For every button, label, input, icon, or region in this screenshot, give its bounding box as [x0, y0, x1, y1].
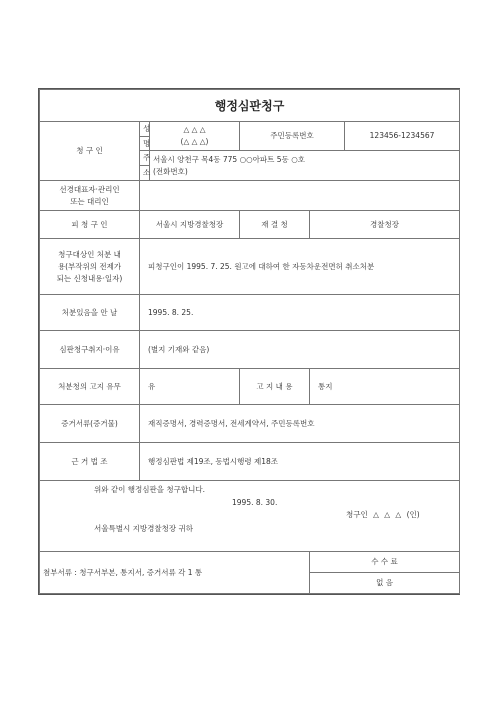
claimant-name	[150, 122, 240, 151]
attachments: 첨부서류 : 청구서부본, 통지서, 증거서류 각 1 통	[40, 552, 310, 594]
address-line1: 서울시 양천구 목4동 775 ○○아파트 5동 ○호	[153, 154, 305, 164]
name-label-1: 성	[140, 122, 150, 137]
purpose-value: (별지 기재와 같음)	[140, 331, 460, 369]
representative-value	[140, 181, 460, 211]
addr-label-1: 주	[140, 151, 150, 166]
request-statement: 위와 같이 행정심판을 청구합니다.	[94, 485, 205, 494]
addr-label-2: 소	[140, 166, 150, 181]
request-addressee: 서울특별시 지방경찰청장 귀하	[94, 524, 193, 533]
target-value: 피청구인이 1995. 7. 25. 원고에 대하여 한 자동차운전면허 취소처분	[140, 239, 460, 295]
claimant-name-line1: △ △ △	[183, 125, 206, 134]
respondent-value: 서울시 지방경찰청장	[140, 211, 240, 239]
target-label: 청구대상인 처분 내 용(부작위의 전제가 되는 신청내용·일자)	[40, 239, 140, 295]
evidence-value: 재직증명서, 경력증명서, 전세계약서, 주민등록번호	[140, 405, 460, 443]
notification-value: 유	[140, 369, 240, 405]
name-label-2: 명	[140, 137, 150, 151]
claimant-label: 청 구 인	[40, 122, 140, 181]
decider-label: 재 결 청	[240, 211, 310, 239]
decider-value: 경찰청장	[310, 211, 460, 239]
request-block	[40, 481, 460, 552]
purpose-label: 심판청구취지·이유	[40, 331, 140, 369]
form-table	[39, 89, 460, 594]
id-number-value: 123456-1234567	[345, 122, 460, 151]
legal-basis-value: 행정심판법 제19조, 동법시행령 제18조	[140, 443, 460, 481]
fee-value: 없 음	[310, 573, 460, 594]
form-title: 행정심판청구	[40, 90, 460, 122]
notification-content-value: 통지	[310, 369, 460, 405]
claimant-address	[150, 151, 460, 181]
address-line2: (전화번호)	[153, 166, 188, 176]
claimant-name-line2: (△ △ △)	[180, 137, 209, 146]
fee-label: 수 수 료	[310, 552, 460, 573]
notice-date-label: 처분있음을 안 날	[40, 295, 140, 331]
notice-date-value: 1995. 8. 25.	[140, 295, 460, 331]
request-date: 1995. 8. 30.	[232, 498, 278, 507]
respondent-label: 피 청 구 인	[40, 211, 140, 239]
legal-basis-label: 근 거 법 조	[40, 443, 140, 481]
id-number-label: 주민등록번호	[240, 122, 345, 151]
representative-label: 선경대표자·관리인 또는 대리인	[40, 181, 140, 211]
notification-label: 처분청의 고지 유무	[40, 369, 140, 405]
notification-content-label: 고 지 내 용	[240, 369, 310, 405]
request-signature: 청구인 △ △ △ (인)	[346, 510, 420, 519]
appeal-form	[38, 88, 460, 595]
evidence-label: 증거서류(증거물)	[40, 405, 140, 443]
